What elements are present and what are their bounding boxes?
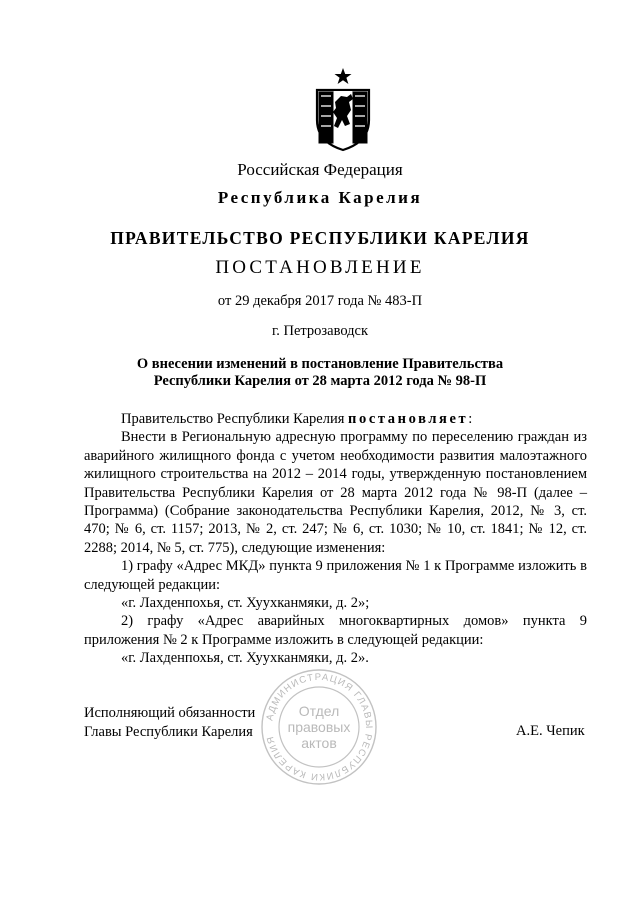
document-date-number: от 29 декабря 2017 года № 483-П bbox=[217, 293, 423, 309]
intro-colon: : bbox=[468, 411, 473, 427]
signatory-title bbox=[84, 704, 255, 742]
body-paragraph-item-1-text: «г. Лахденпохья, ст. Хуухканмяки, д. 2»; bbox=[121, 595, 370, 612]
republic-name: Республика Карелия bbox=[217, 188, 423, 207]
subject-line-2: Республики Карелия от 28 марта 2012 года № 98-П bbox=[153, 373, 487, 389]
intro-text: Правительство Республики Карелия bbox=[121, 411, 349, 427]
document-body bbox=[84, 410, 587, 668]
body-paragraph-item-1: 1) графу «Адрес МКД» пункта 9 приложения № 1 к Программе изложить в следующей редакции: bbox=[84, 558, 587, 593]
country-name: Российская Федерация bbox=[237, 160, 403, 179]
document-subject bbox=[0, 356, 640, 390]
document-city: г. Петрозаводск bbox=[271, 323, 369, 339]
government-name: ПРАВИТЕЛЬСТВО РЕСПУБЛИКИ КАРЕЛИЯ bbox=[110, 228, 530, 248]
body-paragraph-main: Внести в Региональную адресную программу по переселению граждан из аварийного жилищного фонда с учетом необходимости развития малоэтажного жилищного строительства на 2012 – 2014 годы, утвержденную постановлением Правительства Республики Карелия от 28 марта 2012 года № 98-П (далее – Программа) (Собрание законодательства Республики Карелия, 2012, № 3, ст. 470; № 6, ст. 1157; 2013, № 2, ст. 247; № 6, ст. 1030; № 10, ст. 1841; № 12, ст. 2288; 2014, № 5, ст. 775), следующие изменения: bbox=[84, 429, 587, 556]
stamp-line-1: Отдел bbox=[298, 703, 340, 719]
stamp-line-2: правовых bbox=[287, 719, 351, 735]
subject-line-1: О внесении изменений в постановление Правительства bbox=[136, 356, 504, 372]
stamp-ring-text: АДМИНИСТРАЦИЯ ГЛАВЫ РЕСПУБЛИКИ КАРЕЛИЯ bbox=[264, 671, 375, 783]
karelia-coat-of-arms-icon bbox=[311, 66, 375, 152]
document-type: ПОСТАНОВЛЕНИЕ bbox=[215, 257, 425, 278]
stamp-line-3: актов bbox=[301, 735, 337, 751]
legal-department-stamp bbox=[260, 668, 378, 786]
signatory-title-line-2: Главы Республики Карелия bbox=[84, 724, 253, 740]
decree-verb: постановляет bbox=[348, 411, 469, 427]
signatory-title-line-1: Исполняющий обязанности bbox=[84, 705, 256, 721]
body-paragraph-item-2-text: «г. Лахденпохья, ст. Хуухканмяки, д. 2». bbox=[121, 650, 369, 667]
body-paragraph-intro bbox=[84, 410, 587, 428]
body-paragraph-item-2: 2) графу «Адрес аварийных многоквартирных домов» пункта 9 приложения № 2 к Программе изложить в следующей редакции: bbox=[84, 613, 587, 648]
signatory-name: А.Е. Чепик bbox=[516, 723, 585, 739]
